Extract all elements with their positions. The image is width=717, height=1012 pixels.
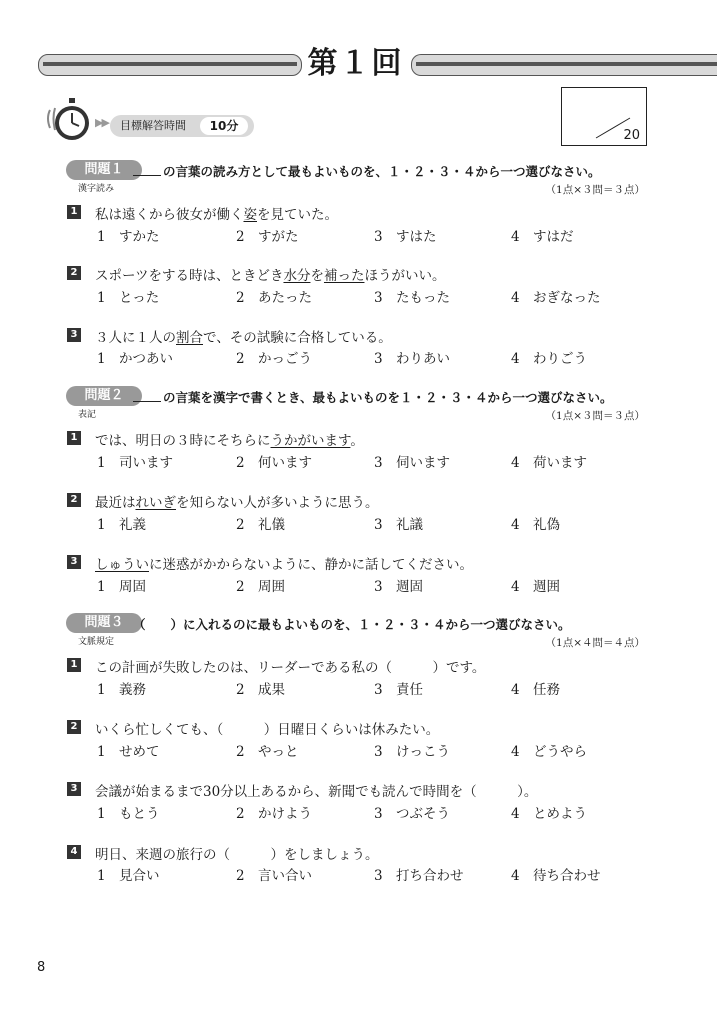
target-time-label: 目標解答時間 [120,119,186,132]
option: 1 とった [97,290,160,306]
option: 2 すがた [236,229,299,245]
question-number: 1 [67,205,81,219]
question-text: では、明日の３時にそちらにうかがいます。 [95,433,364,449]
section-1-points: （1点×３問＝３点） [545,184,645,196]
option: 3 つぶそう [374,806,450,822]
chevrons-icon: ▶▶ [95,116,108,129]
section-1-badge: 問題１ [66,160,142,180]
section-3-badge: 問題３ [66,613,142,633]
option: 2 かっごう [236,351,312,367]
option: 1 もとう [97,806,160,822]
section-3-subtitle: 文脈規定 [78,637,115,647]
question-number: 1 [67,431,81,445]
option: 2 言い合い [236,868,312,884]
question-number: 3 [67,555,81,569]
question-text: 会議が始まるまで30分以上あるから、新聞でも読んで時間を（ ）。 [95,784,538,800]
question-number: 3 [67,328,81,342]
option: 3 わりあい [374,351,450,367]
option: 1 見合い [97,868,160,884]
target-time-value: 10分 [200,117,248,135]
option: 3 礼議 [374,517,423,533]
question-number: 2 [67,720,81,734]
option: 3 たもった [374,290,450,306]
question-text: 最近はれいぎを知らない人が多いように思う。 [95,495,379,511]
question-number: 4 [67,845,81,859]
option: 4 すはだ [511,229,574,245]
section-3-instruction: （ ）に入れるのに最もよいものを、１・２・３・４から一つ選びなさい。 [133,617,571,632]
option: 4 どうやら [511,744,587,760]
option: 4 待ち合わせ [511,868,601,884]
option: 4 週囲 [511,579,560,595]
option: 1 司います [97,455,173,471]
section-1-subtitle: 漢字読み [78,184,115,194]
question-number: 3 [67,782,81,796]
question-text: 明日、来週の旅行の（ ）をしましょう。 [95,847,379,863]
option: 1 義務 [97,682,146,698]
option: 2 礼儀 [236,517,285,533]
option: 4 とめよう [511,806,587,822]
page-title: 第１回 [307,46,404,81]
header-band-right [411,54,717,76]
score-total: 20 [623,128,640,143]
option: 3 週固 [374,579,423,595]
stopwatch-icon [46,96,94,144]
header-band-left [38,54,302,76]
option: 4 おぎなった [511,290,601,306]
option: 1 礼義 [97,517,146,533]
question-number: 1 [67,658,81,672]
option: 3 打ち合わせ [374,868,464,884]
option: 2 やっと [236,744,299,760]
section-2-badge: 問題２ [66,386,142,406]
option: 3 責任 [374,682,423,698]
target-time [110,115,254,137]
option: 4 荷います [511,455,587,471]
option: 3 けっこう [374,744,450,760]
section-2-subtitle: 表記 [78,410,97,420]
page-number: 8 [37,960,46,975]
option: 1 すかた [97,229,160,245]
section-2-instruction: の言葉を漢字で書くとき、最もよいものを１・２・３・４から一つ選びなさい。 [133,388,613,406]
section-3-points: （1点×４問＝４点） [545,637,645,649]
question-text: スポーツをする時は、ときどき水分を補ったほうがいい。 [95,268,446,284]
option: 2 あたった [236,290,312,306]
question-text: しゅういに迷惑がかからないように、静かに話してください。 [95,557,473,573]
question-text: いくら忙しくても、（ ）日曜日くらいは休みたい。 [95,722,440,738]
option: 2 かけよう [236,806,312,822]
question-text: 私は遠くから彼女が働く姿を見ていた。 [95,207,338,223]
question-number: 2 [67,493,81,507]
option: 3 伺います [374,455,450,471]
option: 4 任務 [511,682,560,698]
option: 4 わりごう [511,351,587,367]
question-text: この計画が失敗したのは、リーダーである私の（ ）です。 [95,660,486,676]
question-number: 2 [67,266,81,280]
option: 1 周固 [97,579,146,595]
section-1-instruction: の言葉の読み方として最もよいものを、１・２・３・４から一つ選びなさい。 [133,162,601,180]
option: 2 周囲 [236,579,285,595]
question-text: ３人に１人の割合で、その試験に合格している。 [95,330,392,346]
option: 1 かつあい [97,351,173,367]
option: 1 せめて [97,744,160,760]
option: 2 何います [236,455,312,471]
section-2-points: （1点×３問＝３点） [545,410,645,422]
score-box [561,87,647,146]
option: 2 成果 [236,682,285,698]
option: 4 礼偽 [511,517,560,533]
option: 3 すはた [374,229,437,245]
